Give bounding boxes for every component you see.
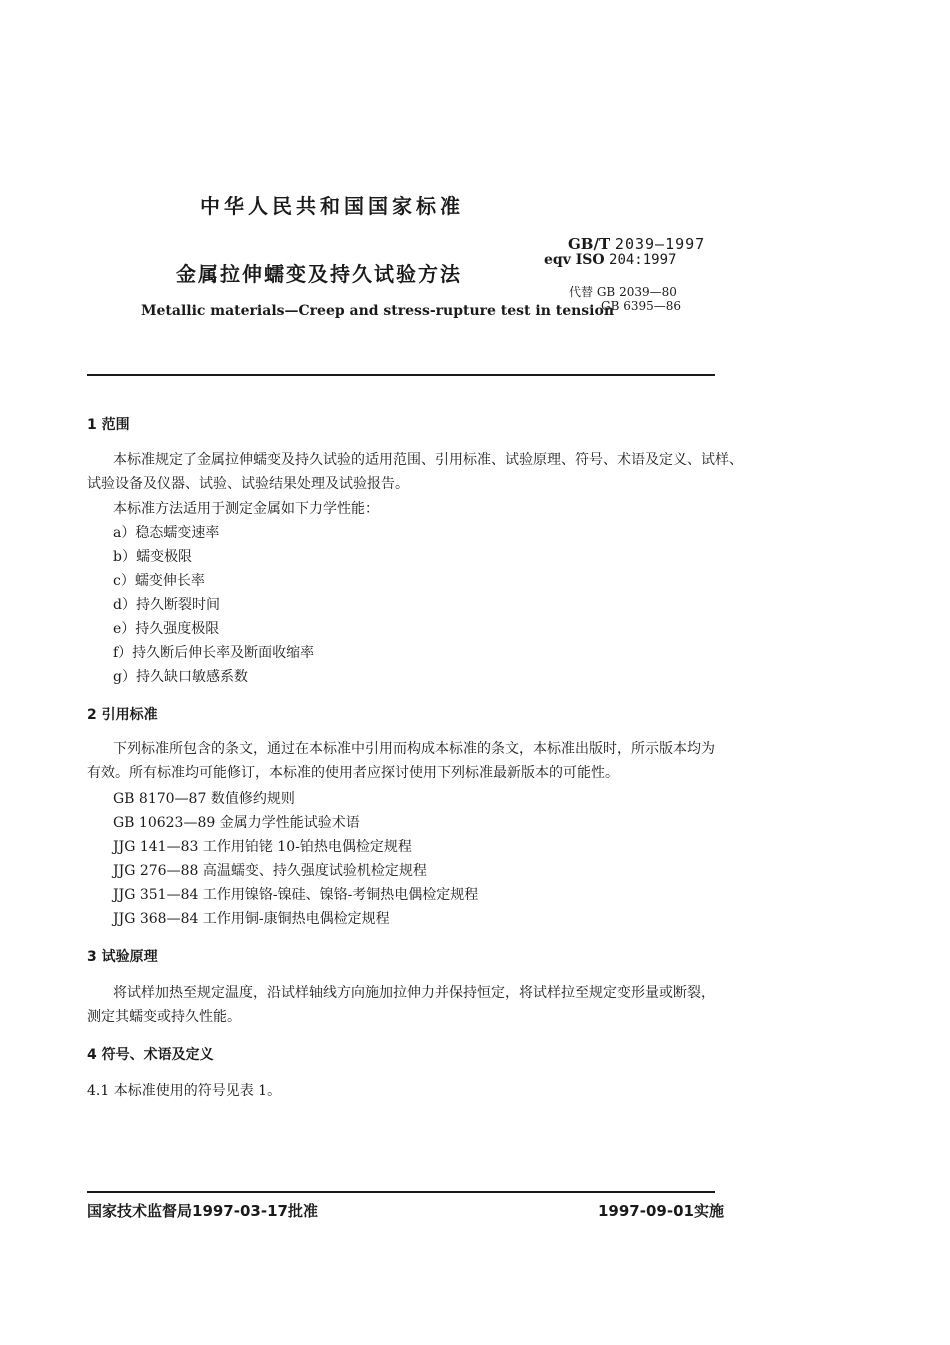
section-4-heading: 4 符号、术语及定义 [87,1047,214,1063]
reference-item: GB 10623—89 金属力学性能试验术语 [113,815,360,831]
reference-item: JJG 368—84 工作用铜-康铜热电偶检定规程 [113,911,390,927]
list-item: g）持久缺口敏感系数 [113,669,248,685]
section-1-heading: 1 范围 [87,417,130,433]
standard-code-prefix: GB/T [568,235,611,253]
section-1-paragraph-line: 试验设备及仪器、试验、试验结果处理及试验报告。 [87,476,409,492]
reference-item: JJG 351—84 工作用镍铬-镍硅、镍铬-考铜热电偶检定规程 [113,887,479,903]
section-3-heading: 3 试验原理 [87,949,158,965]
header-divider [87,374,715,376]
standard-code [568,235,705,253]
implementation-date: 1997-09-01实施 [598,1202,724,1220]
document-title-en: Metallic materials—Creep and stress-rupture test in tension [141,303,615,319]
list-item: e）持久强度极限 [113,621,220,637]
section-3-paragraph-line: 将试样加热至规定温度，沿试样轴线方向施加拉伸力并保持恒定，将试样拉至规定变形量或断裂， [113,985,715,1001]
list-item: f）持久断后伸长率及断面收缩率 [113,645,315,661]
footer-divider [87,1191,715,1193]
list-item: d）持久断裂时间 [113,597,220,613]
subsection-4-1: 4.1 本标准使用的符号见表 1。 [87,1083,282,1099]
list-item: a）稳态蠕变速率 [113,525,220,541]
section-2-heading: 2 引用标准 [87,707,158,723]
equivalent-prefix: eqv ISO [544,252,605,268]
replaces-standard-1: GB 2039—80 [596,285,677,299]
section-1-paragraph-line: 本标准规定了金属拉伸蠕变及持久试验的适用范围、引用标准、试验原理、符号、术语及定义、试样、 [113,452,743,468]
approval-date: 国家技术监督局1997-03-17批准 [87,1202,318,1220]
reference-item: JJG 141—83 工作用铂铑 10-铂热电偶检定规程 [113,839,412,855]
reference-item: GB 8170—87 数值修约规则 [113,791,295,807]
section-2-paragraph-line: 有效。所有标准均可能修订，本标准的使用者应探讨使用下列标准最新版本的可能性。 [87,765,619,781]
section-2-paragraph-line: 下列标准所包含的条文，通过在本标准中引用而构成本标准的条文，本标准出版时，所示版本均为 [113,741,715,757]
section-1-intro: 本标准方法适用于测定金属如下力学性能： [113,501,379,517]
section-3-paragraph-line: 测定其蠕变或持久性能。 [87,1009,241,1025]
list-item: c）蠕变伸长率 [113,573,205,589]
national-standard-title: 中华人民共和国国家标准 [200,194,464,218]
equivalent-standard [544,252,676,268]
document-title-cn: 金属拉伸蠕变及持久试验方法 [176,262,462,286]
replaces-standard-2: GB 6395—86 [601,299,682,313]
replaces-line-1 [569,283,677,300]
list-item: b）蠕变极限 [113,549,192,565]
replaces-label: 代替 [569,285,594,299]
standard-code-number: 2039—1997 [614,235,706,253]
reference-item: JJG 276—88 高温蠕变、持久强度试验机检定规程 [113,863,427,879]
equivalent-number: 204:1997 [609,252,677,268]
